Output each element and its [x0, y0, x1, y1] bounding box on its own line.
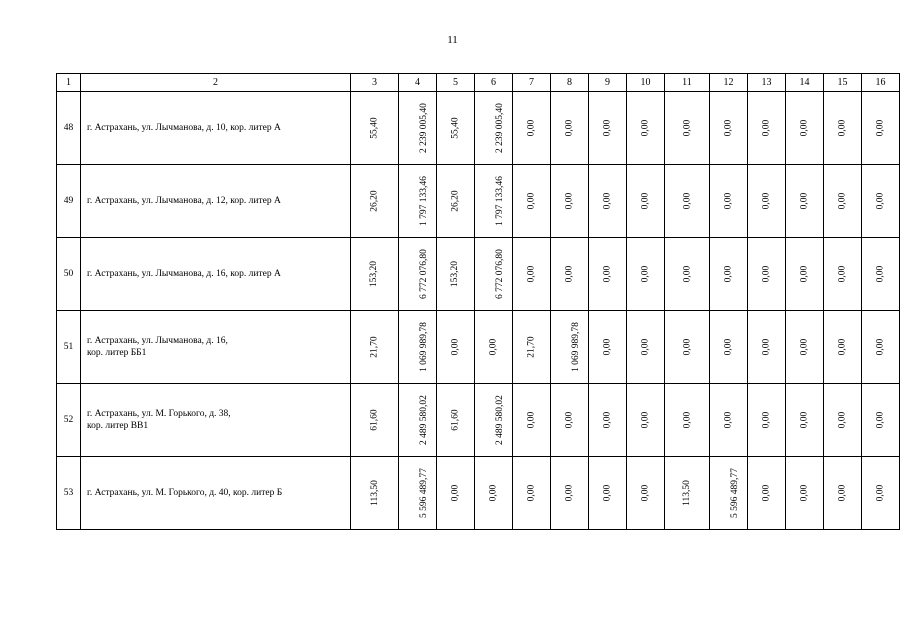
- value-cell: [862, 238, 900, 311]
- value-text: 0,00: [488, 484, 499, 502]
- value-text: 0,00: [799, 411, 810, 429]
- value-cell: [475, 238, 513, 311]
- value-cell: [627, 311, 665, 384]
- value-text: 0,00: [761, 484, 772, 502]
- value-cell: [748, 165, 786, 238]
- address-cell: [81, 384, 351, 457]
- value-cell: [786, 92, 824, 165]
- value-text: 26,20: [450, 190, 461, 212]
- address-line-1: г. Астрахань, ул. Лычманова, д. 16,: [87, 336, 228, 346]
- header-cell: 11: [665, 74, 710, 92]
- value-text: 2 239 005,40: [494, 103, 505, 153]
- value-text: 0,00: [602, 411, 613, 429]
- value-text: 113,50: [682, 480, 692, 506]
- table-row: [57, 457, 900, 530]
- value-cell: [710, 238, 748, 311]
- value-cell: [665, 165, 710, 238]
- value-text: 0,00: [602, 265, 613, 283]
- value-cell: [437, 92, 475, 165]
- value-text: 0,00: [526, 411, 537, 429]
- value-cell: [475, 311, 513, 384]
- value-cell: [551, 238, 589, 311]
- value-cell: [589, 238, 627, 311]
- value-cell: [437, 311, 475, 384]
- value-cell: [475, 165, 513, 238]
- value-cell: [351, 92, 399, 165]
- value-text: 0,00: [682, 119, 692, 137]
- value-cell: [665, 238, 710, 311]
- value-text: 0,00: [526, 484, 537, 502]
- value-text: 0,00: [682, 411, 692, 429]
- address-cell: [81, 238, 351, 311]
- value-text: 2 239 005,40: [418, 103, 429, 153]
- header-cell: 7: [513, 74, 551, 92]
- value-cell: [437, 384, 475, 457]
- value-text: 0,00: [450, 338, 461, 356]
- value-text: 0,00: [488, 338, 499, 356]
- value-cell: [437, 457, 475, 530]
- value-text: 153,20: [369, 260, 380, 288]
- value-cell: [665, 92, 710, 165]
- value-text: 0,00: [640, 192, 651, 210]
- value-text: 0,00: [799, 119, 810, 137]
- header-cell: 6: [475, 74, 513, 92]
- value-text: 0,00: [640, 484, 651, 502]
- value-text: 6 772 076,80: [418, 249, 429, 299]
- value-text: 0,00: [640, 119, 651, 137]
- value-text: 0,00: [761, 119, 772, 137]
- value-cell: [589, 92, 627, 165]
- value-text: 0,00: [602, 192, 613, 210]
- row-number: 52: [57, 384, 81, 457]
- value-text: 0,00: [837, 119, 848, 137]
- value-cell: [748, 92, 786, 165]
- value-text: 0,00: [682, 338, 692, 356]
- address-line-2: кор. литер ВВ1: [87, 421, 149, 431]
- value-cell: [589, 457, 627, 530]
- header-cell: 4: [399, 74, 437, 92]
- value-text: 0,00: [602, 119, 613, 137]
- value-cell: [786, 165, 824, 238]
- address-line-1: г. Астрахань, ул. М. Горького, д. 38,: [87, 409, 231, 419]
- value-cell: [513, 384, 551, 457]
- value-text: 5 596 489,77: [418, 468, 429, 518]
- value-text: 0,00: [761, 338, 772, 356]
- value-text: 0,00: [564, 192, 575, 210]
- value-cell: [551, 165, 589, 238]
- value-cell: [399, 457, 437, 530]
- value-cell: [551, 92, 589, 165]
- value-text: 26,20: [369, 190, 380, 212]
- value-text: 0,00: [526, 192, 537, 210]
- value-cell: [710, 384, 748, 457]
- row-number: 48: [57, 92, 81, 165]
- value-cell: [513, 92, 551, 165]
- value-cell: [824, 311, 862, 384]
- value-cell: [513, 165, 551, 238]
- value-cell: [627, 92, 665, 165]
- value-text: 0,00: [799, 484, 810, 502]
- value-text: 113,50: [369, 480, 380, 506]
- table-row: [57, 311, 900, 384]
- value-cell: [710, 165, 748, 238]
- value-text: 1 069 989,78: [418, 322, 429, 372]
- page-number: 11: [447, 34, 458, 46]
- value-text: 0,00: [837, 484, 848, 502]
- value-text: 0,00: [723, 265, 734, 283]
- value-text: 0,00: [875, 265, 886, 283]
- value-cell: [748, 384, 786, 457]
- value-text: 0,00: [564, 119, 575, 137]
- value-text: 0,00: [837, 265, 848, 283]
- value-cell: [589, 384, 627, 457]
- value-text: 0,00: [761, 265, 772, 283]
- data-table: [56, 73, 900, 530]
- value-cell: [710, 457, 748, 530]
- address-line-1: г. Астрахань, ул. Лычманова, д. 16, кор. литер А: [87, 269, 281, 279]
- value-text: 1 797 133,46: [418, 176, 429, 226]
- value-cell: [665, 457, 710, 530]
- value-cell: [824, 457, 862, 530]
- value-cell: [748, 311, 786, 384]
- address-cell: [81, 457, 351, 530]
- value-cell: [351, 457, 399, 530]
- value-text: 55,40: [369, 117, 380, 139]
- value-cell: [513, 311, 551, 384]
- value-text: 0,00: [799, 192, 810, 210]
- value-cell: [351, 238, 399, 311]
- value-cell: [627, 457, 665, 530]
- header-cell: 10: [627, 74, 665, 92]
- value-text: 61,60: [450, 409, 461, 431]
- value-cell: [665, 384, 710, 457]
- value-text: 0,00: [837, 338, 848, 356]
- value-text: 0,00: [875, 119, 886, 137]
- value-cell: [710, 92, 748, 165]
- table-row: [57, 165, 900, 238]
- header-cell: 8: [551, 74, 589, 92]
- value-cell: [710, 311, 748, 384]
- address-line-1: г. Астрахань, ул. Лычманова, д. 10, кор. литер А: [87, 123, 281, 133]
- header-cell: 14: [786, 74, 824, 92]
- value-cell: [627, 165, 665, 238]
- value-cell: [351, 165, 399, 238]
- value-cell: [351, 384, 399, 457]
- header-cell: 5: [437, 74, 475, 92]
- value-text: 0,00: [602, 484, 613, 502]
- row-number: 53: [57, 457, 81, 530]
- value-text: 0,00: [837, 411, 848, 429]
- header-cell: 16: [862, 74, 900, 92]
- value-cell: [551, 457, 589, 530]
- value-cell: [513, 457, 551, 530]
- value-text: 5 596 489,77: [729, 468, 740, 518]
- value-text: 0,00: [450, 484, 461, 502]
- value-cell: [475, 384, 513, 457]
- row-number: 49: [57, 165, 81, 238]
- table-row: [57, 238, 900, 311]
- value-text: 0,00: [837, 192, 848, 210]
- value-text: 0,00: [682, 192, 692, 210]
- value-cell: [748, 457, 786, 530]
- table-header-row: [57, 74, 900, 92]
- value-cell: [862, 92, 900, 165]
- address-line-1: г. Астрахань, ул. Лычманова, д. 12, кор. литер А: [87, 196, 281, 206]
- value-text: 21,70: [526, 336, 537, 358]
- value-cell: [862, 457, 900, 530]
- value-cell: [437, 165, 475, 238]
- value-text: 0,00: [799, 338, 810, 356]
- value-cell: [862, 165, 900, 238]
- value-cell: [824, 92, 862, 165]
- value-cell: [475, 457, 513, 530]
- value-text: 0,00: [682, 265, 692, 283]
- header-cell: 3: [351, 74, 399, 92]
- row-number: 50: [57, 238, 81, 311]
- value-text: 0,00: [564, 411, 575, 429]
- value-cell: [824, 165, 862, 238]
- value-text: 0,00: [640, 265, 651, 283]
- value-text: 61,60: [369, 409, 380, 431]
- value-text: 0,00: [761, 411, 772, 429]
- value-text: 0,00: [875, 411, 886, 429]
- value-cell: [748, 238, 786, 311]
- value-cell: [437, 238, 475, 311]
- header-cell: 12: [710, 74, 748, 92]
- value-text: 0,00: [723, 192, 734, 210]
- table-row: [57, 92, 900, 165]
- value-text: 1 069 989,78: [570, 322, 581, 372]
- header-cell: 1: [57, 74, 81, 92]
- value-text: 0,00: [564, 265, 575, 283]
- header-cell: 13: [748, 74, 786, 92]
- value-text: 0,00: [875, 192, 886, 210]
- value-text: 0,00: [723, 338, 734, 356]
- value-cell: [589, 311, 627, 384]
- value-text: 0,00: [799, 265, 810, 283]
- value-cell: [551, 311, 589, 384]
- value-cell: [475, 92, 513, 165]
- value-text: 0,00: [602, 338, 613, 356]
- row-number: 51: [57, 311, 81, 384]
- value-text: 0,00: [640, 338, 651, 356]
- value-text: 6 772 076,80: [494, 249, 505, 299]
- value-text: 0,00: [875, 338, 886, 356]
- address-line-1: г. Астрахань, ул. М. Горького, д. 40, кор. литер Б: [87, 488, 283, 498]
- value-cell: [824, 384, 862, 457]
- value-text: 0,00: [723, 411, 734, 429]
- value-cell: [399, 165, 437, 238]
- value-cell: [786, 457, 824, 530]
- value-cell: [862, 384, 900, 457]
- value-text: 1 797 133,46: [494, 176, 505, 226]
- value-cell: [862, 311, 900, 384]
- address-line-2: кор. литер ББ1: [87, 348, 147, 358]
- value-text: 153,20: [450, 260, 461, 288]
- value-cell: [786, 238, 824, 311]
- value-text: 0,00: [640, 411, 651, 429]
- value-cell: [351, 311, 399, 384]
- address-cell: [81, 92, 351, 165]
- value-cell: [786, 311, 824, 384]
- value-text: 2 489 580,02: [418, 395, 429, 445]
- value-cell: [399, 92, 437, 165]
- value-cell: [399, 384, 437, 457]
- value-cell: [627, 384, 665, 457]
- value-text: 55,40: [450, 117, 461, 139]
- header-cell: 15: [824, 74, 862, 92]
- value-text: 0,00: [723, 119, 734, 137]
- value-cell: [589, 165, 627, 238]
- header-cell: 2: [81, 74, 351, 92]
- value-cell: [513, 238, 551, 311]
- value-text: 0,00: [526, 119, 537, 137]
- value-text: 2 489 580,02: [494, 395, 505, 445]
- value-cell: [551, 384, 589, 457]
- value-text: 21,70: [369, 336, 380, 358]
- header-cell: 9: [589, 74, 627, 92]
- value-text: 0,00: [875, 484, 886, 502]
- table-row: [57, 384, 900, 457]
- value-text: 0,00: [526, 265, 537, 283]
- value-cell: [399, 238, 437, 311]
- value-cell: [824, 238, 862, 311]
- value-cell: [627, 238, 665, 311]
- address-cell: [81, 311, 351, 384]
- address-cell: [81, 165, 351, 238]
- value-cell: [665, 311, 710, 384]
- value-cell: [786, 384, 824, 457]
- value-cell: [399, 311, 437, 384]
- value-text: 0,00: [564, 484, 575, 502]
- value-text: 0,00: [761, 192, 772, 210]
